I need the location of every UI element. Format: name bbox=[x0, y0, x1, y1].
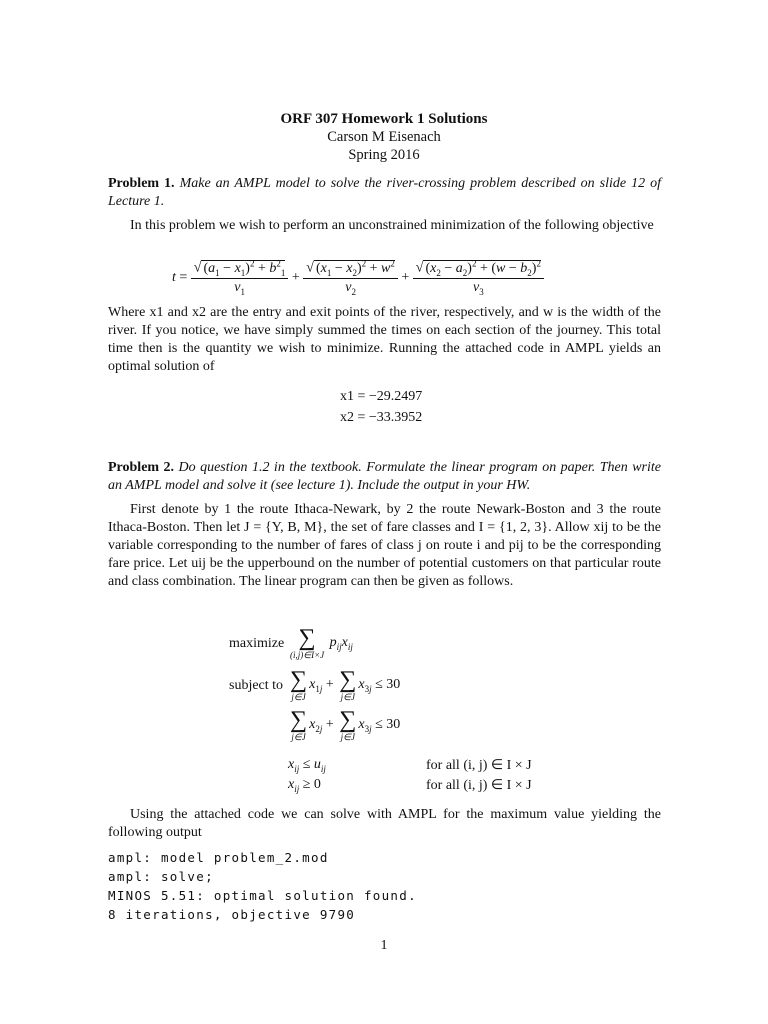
lp-forall-upper: for all (i, j) ∈ I × J bbox=[426, 758, 532, 773]
problem1-solution bbox=[340, 386, 422, 428]
document-author: Carson M Eisenach bbox=[327, 129, 441, 145]
problem2-label: Problem 2. bbox=[108, 460, 175, 475]
lp-maximize-label: maximize bbox=[229, 636, 285, 651]
lp-objective: ∑ (i,j)∈I×J $p_{ij}x_{ij}$ bbox=[290, 625, 353, 660]
problem2-setup: First denote by 1 the route Ithaca-Newark, by 2 the route Newark-Boston and 3 the route Ithaca-Boston. Then let J = {Y, B, M}, the set of fare classes and I = {1, 2, 3}. Allow xij to be the variable corresponding to the number of fares of class j on route i and pij to be the corresponding fare price. Let uij be the upperbound on the number of potential customers on that particular route and class combination. The linear program can then be given as follows. bbox=[108, 502, 661, 589]
document-title: ORF 307 Homework 1 Solutions bbox=[280, 111, 488, 127]
problem2-output-intro: Using the attached code we can solve with AMPL for the maximum value yielding the following output bbox=[108, 807, 661, 840]
problem1-statement-block bbox=[108, 175, 661, 211]
lp-subject-to-label: subject to bbox=[229, 678, 284, 693]
lp-constraint-2: ∑ j∈J $x_{2j}$ + ∑ j∈J $x_{3j} \le 30$ bbox=[290, 707, 401, 742]
lp-constraint-nonneg: $x_{ij} \ge 0$ bbox=[288, 777, 321, 794]
document-term: Spring 2016 bbox=[348, 147, 420, 163]
problem2-statement: Do question 1.2 in the textbook. Formulate the linear program on paper. Then write an AMPL model and solve it (see lecture 1). Include the output in your HW. bbox=[108, 460, 661, 493]
document-header bbox=[0, 110, 768, 164]
solution-x1: x1 = −29.2497 bbox=[340, 389, 423, 404]
ampl-output-line: 8 iterations, objective 9790 bbox=[108, 907, 356, 922]
page-number: 1 bbox=[380, 938, 388, 953]
lp-constraint-1: ∑ j∈J $x_{1j}$ + ∑ j∈J $x_{3j} \le 30$ bbox=[290, 667, 401, 702]
ampl-output-block bbox=[108, 848, 417, 924]
problem1-intro: In this problem we wish to perform an unconstrained minimization of the following objective bbox=[130, 218, 654, 233]
ampl-output-line: ampl: model problem_2.mod bbox=[108, 850, 329, 865]
problem1-explanation: Where x1 and x2 are the entry and exit points of the river, respectively, and w is the width of the river. If you notice, we have simply summed the times on each section of the journey. This total time then is the quantity we wish to minimize. Running the attached code in AMPL yields an optimal solution of bbox=[108, 305, 661, 374]
ampl-output-line: MINOS 5.51: optimal solution found. bbox=[108, 888, 417, 903]
problem2-statement-block bbox=[108, 459, 661, 495]
problem1-label: Problem 1. bbox=[108, 176, 175, 191]
objective-equation: t = $\frac{√ (a_1 - x_1)^2 + b^2_1}{v_1}$ + $\frac{√ (x_1 - x_2)^2 + w^2}{v_2}$ + $\frac{√ (x_2 - a_2)^2 + (w - b_2)^2}{v_3}$ bbox=[172, 258, 544, 297]
lp-forall-nonneg: for all (i, j) ∈ I × J bbox=[426, 778, 532, 793]
solution-x2: x2 = −33.3952 bbox=[340, 410, 423, 425]
problem1-statement: Make an AMPL model to solve the river-crossing problem described on slide 12 of Lecture 1. bbox=[108, 176, 661, 209]
ampl-output-line: ampl: solve; bbox=[108, 869, 214, 884]
lp-constraint-upper: $x_{ij} \le u_{ij}$ bbox=[288, 757, 326, 774]
